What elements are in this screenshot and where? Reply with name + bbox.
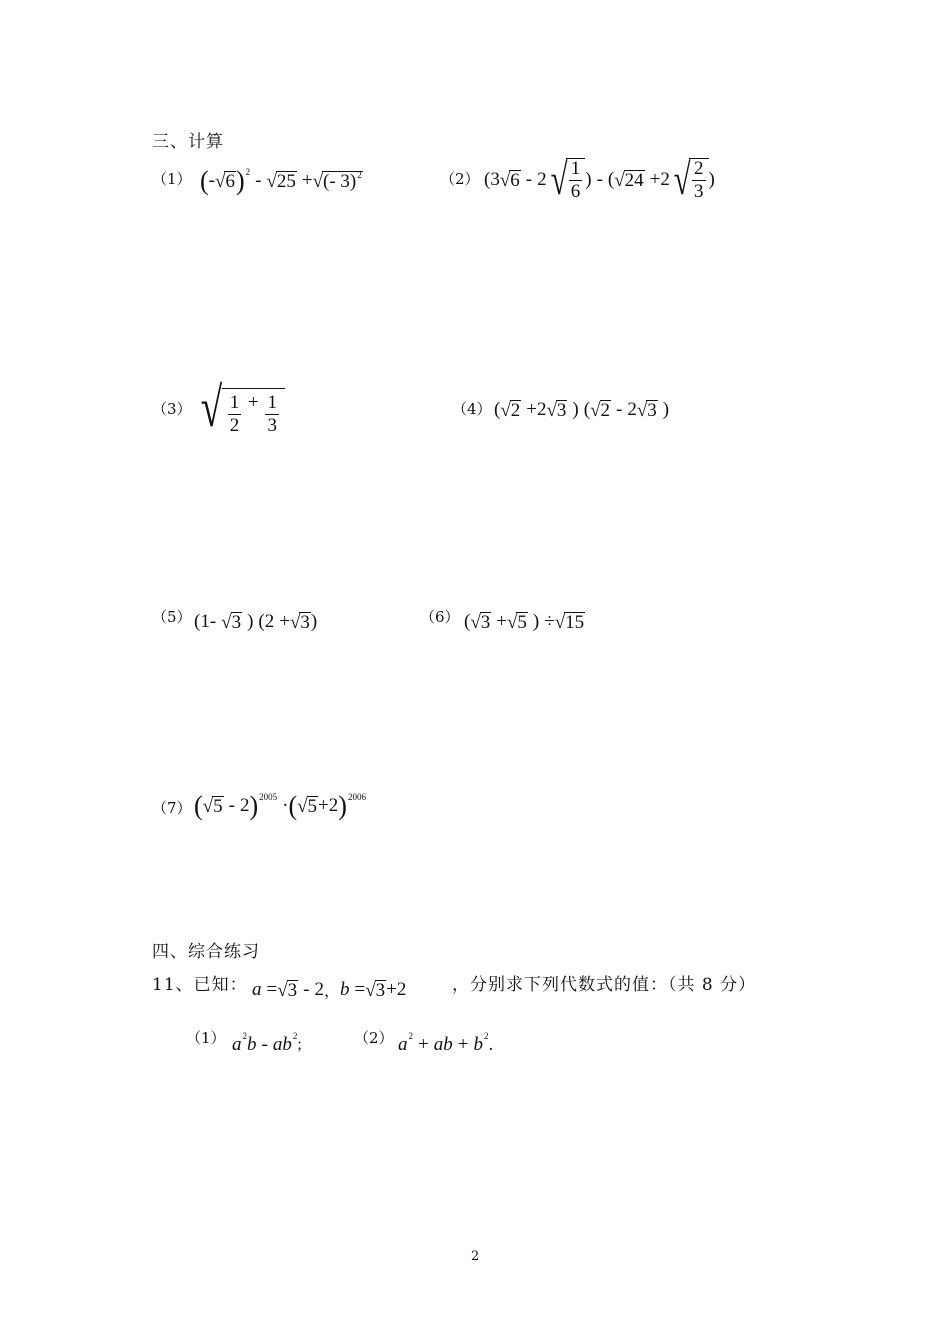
question-11-sub1-label: （1） xyxy=(186,1029,226,1047)
problem-1-label: （1） xyxy=(152,170,192,188)
problem-7-expression: ( √ 5 - 2 ) 2005 · ( √ 5 + 2 ) 2006 xyxy=(194,790,366,821)
problem-3-label: （3） xyxy=(152,400,192,418)
question-11-prefix: 11、已知： xyxy=(152,975,248,995)
section-3-title: 三、计算 xyxy=(152,132,224,152)
page-number: 2 xyxy=(471,1249,480,1264)
problem-3-expression: √ $\frac{1}{2}$ + $\frac{1}{3}$ xyxy=(196,380,285,436)
question-11-given-values: a = √ 3 - 2 ， b = √ 3 + 2 xyxy=(252,978,407,1001)
problem-2-expression: (3 √ 6 - 2 √ $\frac{1}{6}$ ) - ( √ 24 + 2 √ $\frac{2}{3}$ ) xyxy=(484,155,715,204)
problem-5-expression: (1 - √ 3 ) (2 + √ 3 ) xyxy=(194,611,318,633)
problem-6-expression: ( √ 3 + √ 5 ) ÷ √ 15 xyxy=(464,611,585,633)
problem-5-label: （5） xyxy=(152,608,192,626)
problem-1-expression: ( - √ 6 ) 2 - √ 25 + √ (- 3)$^2$ xyxy=(200,165,362,196)
question-11-suffix: ，分别求下列代数式的值：（共 8 分） xyxy=(452,975,757,995)
problem-6-label: （6） xyxy=(420,608,460,626)
question-11-sub2-label: （2） xyxy=(354,1029,394,1047)
problem-2-label: （2） xyxy=(440,170,480,188)
problem-7-label: （7） xyxy=(152,799,192,817)
problem-4-expression: ( √ 2 + 2 √ 3 ) ( √ 2 - 2 √ 3 ) xyxy=(494,399,670,421)
question-11-sub2-expression: a 2 + ab + b 2 . xyxy=(398,1031,494,1055)
problem-4-label: （4） xyxy=(452,400,492,418)
section-4-title: 四、综合练习 xyxy=(152,942,260,962)
question-11-sub1-expression: a 2 b - ab 2 ; xyxy=(232,1031,302,1055)
